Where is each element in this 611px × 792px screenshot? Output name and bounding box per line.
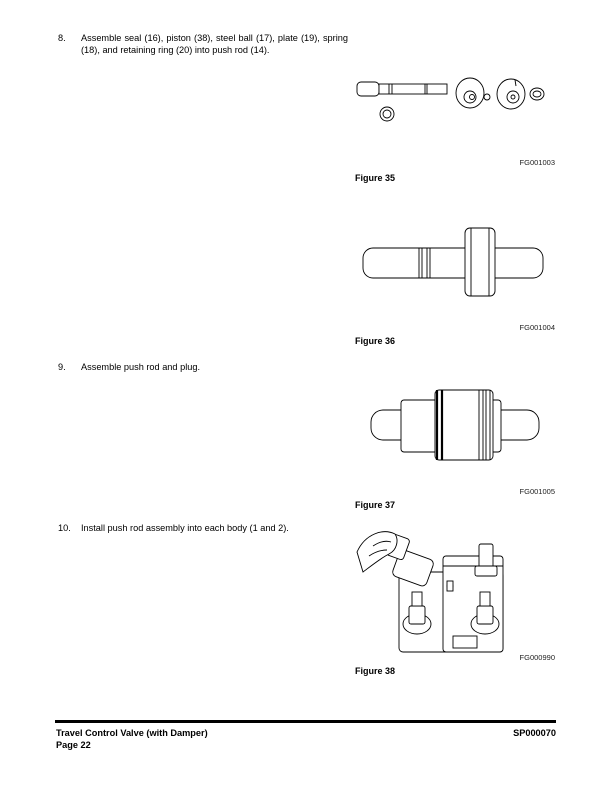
- figure-37: [355, 382, 555, 512]
- step-text: Install push rod assembly into each body (1 and 2).: [81, 523, 289, 533]
- figure-36: [355, 222, 555, 347]
- step-text: Assemble push rod and plug.: [81, 362, 201, 372]
- step-number: 9.: [58, 362, 66, 372]
- figure-label: Figure 38: [355, 666, 396, 676]
- step-number: 10.: [58, 523, 71, 533]
- figure-code: FG001003: [519, 158, 555, 167]
- document-code: SP000070: [513, 728, 556, 738]
- push-rod-illustration: [355, 222, 555, 302]
- footer-rule: [55, 720, 556, 723]
- push-rod-and-plug-illustration: [355, 382, 555, 468]
- step-number: 8.: [58, 33, 66, 43]
- valve-body-installation-illustration: [355, 526, 555, 666]
- figure-label: Figure 37: [355, 500, 396, 510]
- footer-title: Travel Control Valve (with Damper): [56, 728, 208, 738]
- figure-code: FG001005: [519, 487, 555, 496]
- figure-38: [355, 526, 555, 676]
- push-rod-parts-illustration: [355, 70, 555, 130]
- step-text: Assemble seal (16), piston (38), steel ball (17), plate (19), spring (18), and retaining ring (20) into push rod (14).: [81, 33, 348, 55]
- figure-label: Figure 36: [355, 336, 396, 346]
- page-number: Page 22: [56, 740, 91, 750]
- figure-35: [355, 70, 555, 185]
- figure-label: Figure 35: [355, 173, 396, 183]
- figure-code: FG000990: [519, 653, 555, 662]
- figure-code: FG001004: [519, 323, 555, 332]
